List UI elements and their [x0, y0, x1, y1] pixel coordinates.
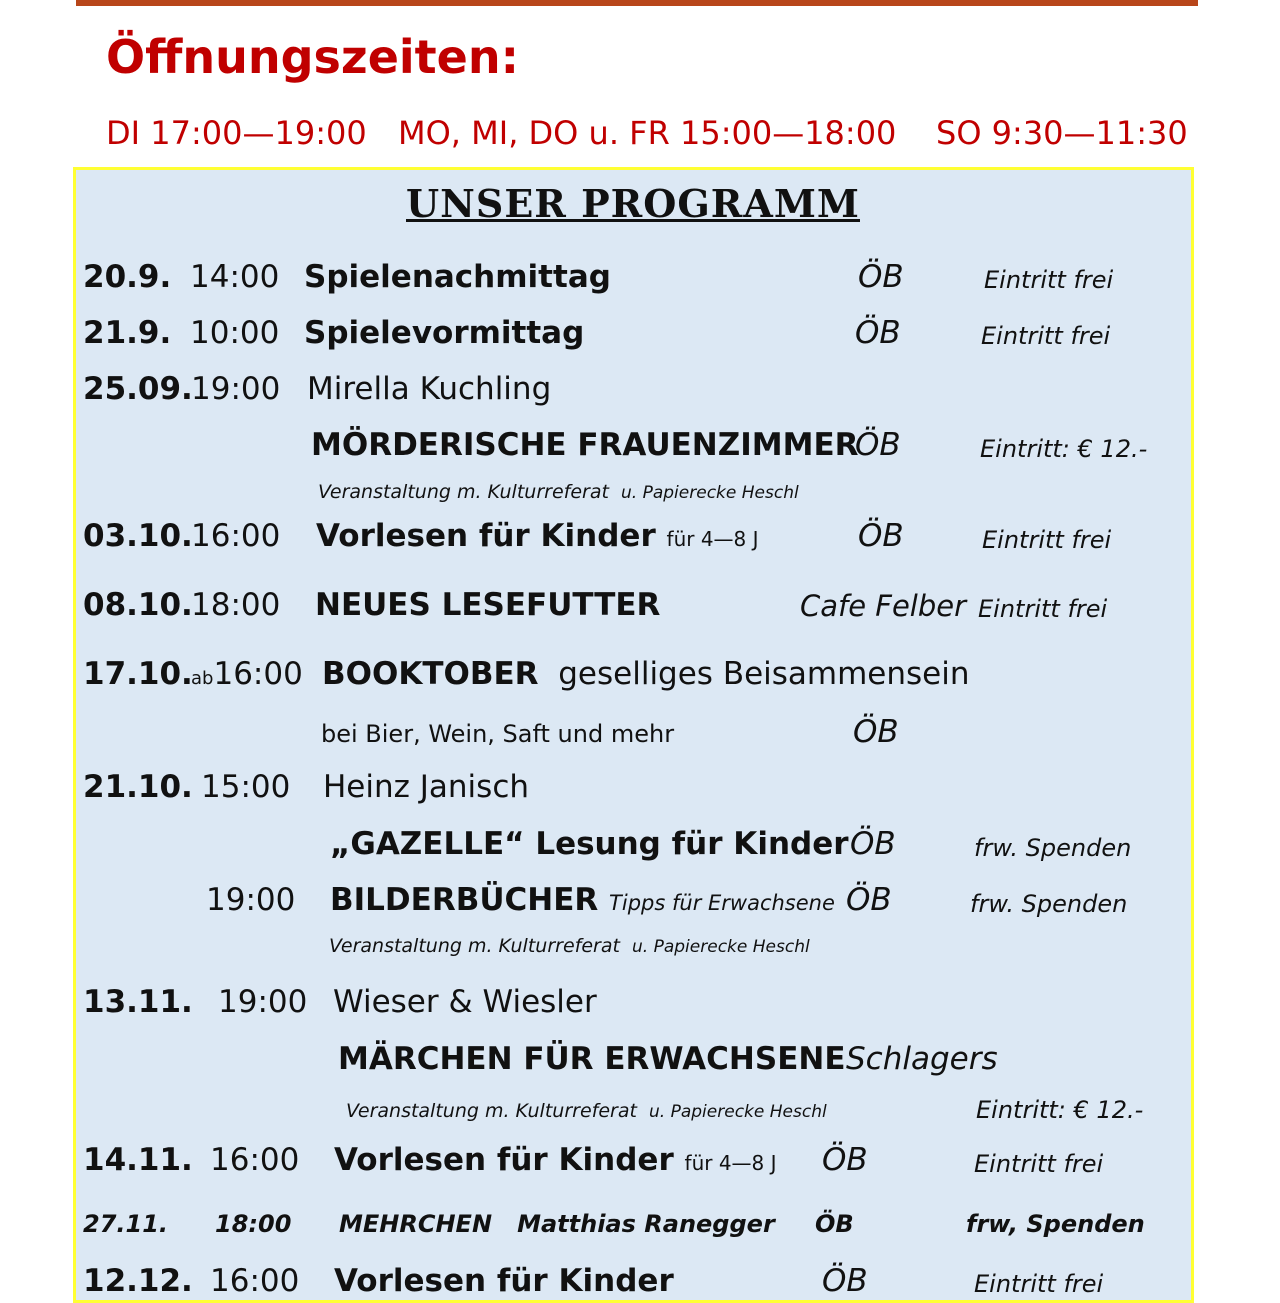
- event-venue: ÖB: [822, 1263, 868, 1299]
- event-date: 13.11.: [83, 984, 193, 1020]
- event-time-second: 19:00: [206, 882, 296, 918]
- event-title: MÄRCHEN FÜR ERWACHSENE: [338, 1041, 846, 1077]
- event-title: Spielevormittag: [304, 315, 585, 351]
- event-time: 16:00: [191, 518, 281, 554]
- hours-tuesday: DI 17:00—19:00: [106, 114, 367, 152]
- event-time: 15:00: [201, 769, 291, 805]
- event-time: 18:00: [191, 587, 281, 623]
- event-fee: Eintritt frei: [974, 1150, 1104, 1178]
- event-date: 27.11.: [83, 1210, 169, 1238]
- event-fee: frw, Spenden: [966, 1210, 1145, 1238]
- event-title-second: BILDERBÜCHER Tipps für Erwachsene: [330, 882, 835, 918]
- event-venue: ÖB: [858, 518, 904, 554]
- event-fee-second: frw. Spenden: [970, 890, 1128, 918]
- hours-weekdays: MO, MI, DO u. FR 15:00—18:00: [398, 114, 897, 152]
- event-venue: ÖB: [815, 1210, 854, 1238]
- event-venue: Cafe Felber: [800, 589, 967, 623]
- event-note: Veranstaltung m. Kulturreferat u. Papierecke Heschl: [318, 481, 799, 503]
- event-time: 19:00: [218, 984, 308, 1020]
- event-title: Vorlesen für Kinder für 4—8 J: [334, 1142, 777, 1178]
- event-note: Veranstaltung m. Kulturreferat u. Papierecke Heschl: [346, 1100, 827, 1122]
- event-time: 18:00: [215, 1210, 292, 1238]
- event-title: BOOKTOBER geselliges Beisammensein: [322, 656, 970, 692]
- event-venue: ÖB: [855, 315, 901, 351]
- event-fee: Eintritt frei: [978, 595, 1108, 623]
- event-time: 16:00: [210, 1263, 300, 1299]
- event-title: NEUES LESEFUTTER: [315, 587, 661, 623]
- event-venue-second: ÖB: [846, 882, 892, 918]
- event-fee: frw. Spenden: [974, 834, 1132, 862]
- event-venue: ÖB: [855, 427, 901, 463]
- event-title: MEHRCHEN Matthias Ranegger: [339, 1210, 775, 1238]
- event-author: Wieser & Wiesler: [333, 984, 597, 1020]
- program-title: UNSER PROGRAMM: [406, 181, 860, 226]
- event-description: bei Bier, Wein, Saft und mehr: [321, 720, 675, 748]
- event-fee: Eintritt frei: [974, 1270, 1104, 1298]
- event-title: „GAZELLE“ Lesung für Kinder: [330, 826, 849, 862]
- event-venue: ÖB: [853, 714, 899, 750]
- event-title: Spielenachmittag: [304, 259, 611, 295]
- event-fee: Eintritt frei: [984, 266, 1114, 294]
- event-title: MÖRDERISCHE FRAUENZIMMER: [311, 427, 859, 463]
- event-fee: Eintritt frei: [982, 526, 1112, 554]
- event-fee: Eintritt: € 12.-: [980, 435, 1148, 463]
- event-author: Heinz Janisch: [323, 769, 530, 805]
- event-venue: Schlagers: [846, 1041, 998, 1077]
- event-time: ab16:00: [191, 656, 303, 692]
- event-date: 03.10.: [83, 518, 193, 554]
- event-note: Veranstaltung m. Kulturreferat u. Papierecke Heschl: [329, 935, 810, 957]
- event-date: 20.9.: [83, 259, 172, 295]
- event-date: 12.12.: [83, 1263, 193, 1299]
- event-date: 14.11.: [83, 1142, 193, 1178]
- event-time: 19:00: [191, 371, 281, 407]
- event-date: 17.10.: [83, 656, 193, 692]
- event-venue: ÖB: [822, 1142, 868, 1178]
- event-fee: Eintritt frei: [981, 322, 1111, 350]
- event-title: Vorlesen für Kinder: [334, 1263, 674, 1299]
- opening-hours-heading: Öffnungszeiten:: [106, 30, 519, 84]
- event-title: Vorlesen für Kinder für 4—8 J: [316, 518, 759, 554]
- event-date: 21.9.: [83, 315, 172, 351]
- event-time: 10:00: [190, 315, 280, 351]
- event-date: 08.10.: [83, 587, 193, 623]
- hours-sunday: SO 9:30—11:30: [936, 114, 1188, 152]
- event-date: 21.10.: [83, 769, 193, 805]
- event-venue: ÖB: [858, 259, 904, 295]
- event-time: 16:00: [210, 1142, 300, 1178]
- event-fee: Eintritt: € 12.-: [976, 1096, 1144, 1124]
- event-time: 14:00: [190, 259, 280, 295]
- event-author: Mirella Kuchling: [307, 371, 552, 407]
- event-venue: ÖB: [850, 826, 896, 862]
- top-divider-bar: [76, 0, 1198, 6]
- event-date: 25.09.: [83, 371, 193, 407]
